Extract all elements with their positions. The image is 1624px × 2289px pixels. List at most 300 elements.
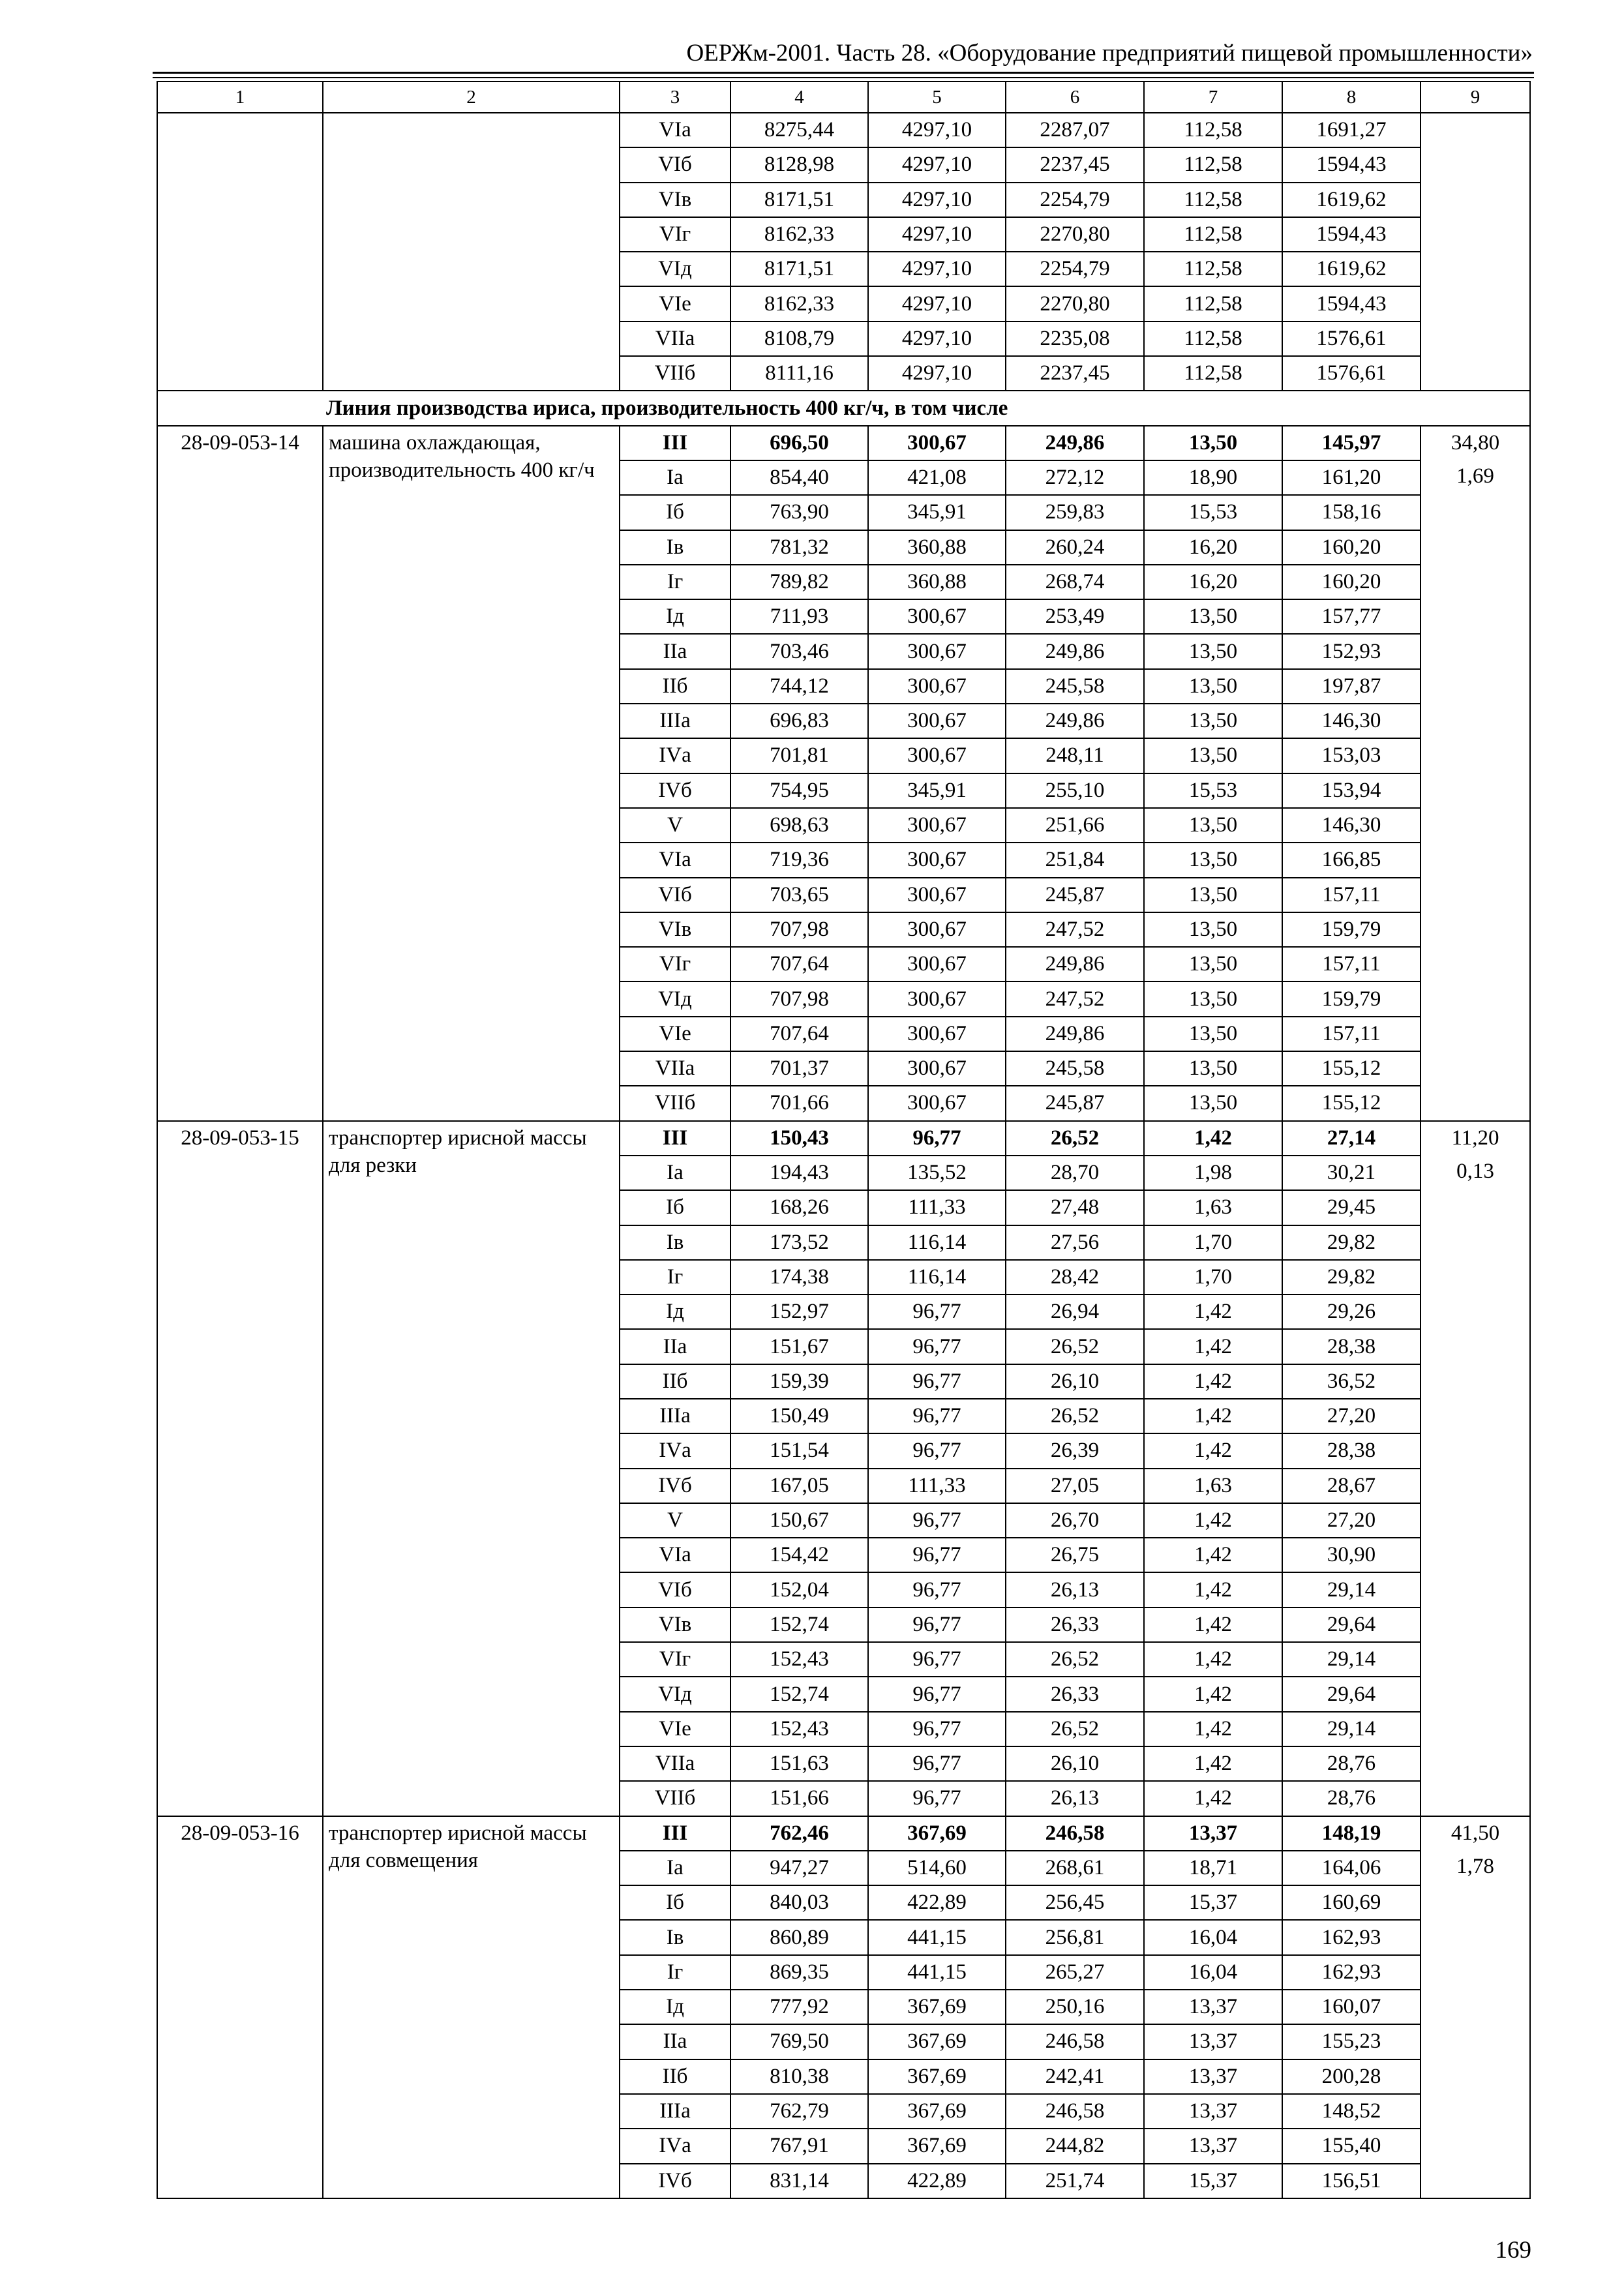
machinist-wages-cell: 112,58	[1144, 322, 1282, 356]
price-zone-cell: VIд	[620, 1677, 730, 1711]
machine-cost-cell: 272,12	[1006, 460, 1144, 495]
machinist-wages-cell: 1,63	[1144, 1469, 1282, 1503]
machine-cost-cell: 247,52	[1006, 981, 1144, 1016]
machinist-wages-cell: 13,50	[1144, 947, 1282, 981]
machinist-wages-cell: 1,42	[1144, 1399, 1282, 1433]
machinist-wages-cell: 1,70	[1144, 1260, 1282, 1294]
price-zone-cell: Iг	[620, 565, 730, 599]
wages-cell: 111,33	[868, 1190, 1006, 1225]
total-cost-cell: 789,82	[730, 565, 868, 599]
machinist-wages-cell: 1,42	[1144, 1503, 1282, 1538]
machinist-wages-cell: 1,42	[1144, 1781, 1282, 1816]
price-zone-cell: VIе	[620, 1017, 730, 1051]
wages-cell: 300,67	[868, 1017, 1006, 1051]
price-zone-cell: IIIа	[620, 1399, 730, 1433]
total-cost-cell: 151,66	[730, 1781, 868, 1816]
total-cost-cell: 151,63	[730, 1746, 868, 1781]
machinist-wages-cell: 13,37	[1144, 2059, 1282, 2094]
total-cost-cell: 831,14	[730, 2164, 868, 2198]
total-cost-cell: 173,52	[730, 1225, 868, 1260]
total-cost-cell: 152,74	[730, 1608, 868, 1642]
machinist-wages-cell: 13,37	[1144, 2129, 1282, 2163]
materials-cost-cell: 1619,62	[1282, 183, 1421, 217]
wages-cell: 96,77	[868, 1294, 1006, 1329]
labor-machinist-value: 0,13	[1456, 1159, 1494, 1183]
wages-cell: 4297,10	[868, 356, 1006, 391]
column-number-row	[157, 82, 1530, 113]
total-cost-cell: 810,38	[730, 2059, 868, 2094]
total-cost-cell: 152,97	[730, 1294, 868, 1329]
materials-cost-cell: 164,06	[1282, 1851, 1421, 1885]
machine-cost-cell: 246,58	[1006, 2024, 1144, 2059]
wages-cell: 96,77	[868, 1538, 1006, 1572]
materials-cost-cell: 200,28	[1282, 2059, 1421, 2094]
wages-cell: 360,88	[868, 530, 1006, 565]
total-cost-cell: 707,98	[730, 912, 868, 947]
total-cost-cell: 754,95	[730, 773, 868, 808]
machinist-wages-cell: 112,58	[1144, 147, 1282, 182]
total-cost-cell: 152,43	[730, 1642, 868, 1677]
column-number-6: 6	[1006, 82, 1144, 113]
page-header: ОЕРЖм-2001. Часть 28. «Оборудование предприятий пищевой промышленности»	[686, 40, 1533, 67]
wages-cell: 300,67	[868, 843, 1006, 877]
price-zone-cell: VIб	[620, 878, 730, 912]
price-zone-cell: Iа	[620, 1156, 730, 1190]
machine-cost-cell: 245,58	[1006, 1051, 1144, 1086]
total-cost-cell: 8171,51	[730, 252, 868, 286]
materials-cost-cell: 1619,62	[1282, 252, 1421, 286]
materials-cost-cell: 160,69	[1282, 1885, 1421, 1920]
total-cost-cell: 854,40	[730, 460, 868, 495]
wages-cell: 300,67	[868, 669, 1006, 704]
page-number: 169	[1495, 2237, 1531, 2264]
total-cost-cell: 711,93	[730, 599, 868, 634]
machinist-wages-cell: 1,42	[1144, 1572, 1282, 1607]
norm-code: 28-09-053-15	[157, 1121, 323, 1816]
materials-cost-cell: 1594,43	[1282, 217, 1421, 252]
price-zone-cell: VIг	[620, 947, 730, 981]
price-zone-cell: Iа	[620, 1851, 730, 1885]
equipment-name: машина охлаждающая, производительность 400 кг/ч	[323, 426, 620, 1121]
price-zone-cell: IVб	[620, 1469, 730, 1503]
price-zone-cell: Iб	[620, 495, 730, 530]
name-cell-empty	[323, 113, 620, 391]
materials-cost-cell: 160,20	[1282, 565, 1421, 599]
materials-cost-cell: 160,07	[1282, 1990, 1421, 2024]
price-zone-cell: Iв	[620, 1225, 730, 1260]
price-zone-cell: VIIб	[620, 356, 730, 391]
machine-cost-cell: 26,33	[1006, 1677, 1144, 1711]
wages-cell: 4297,10	[868, 217, 1006, 252]
price-zone-cell: IIIа	[620, 704, 730, 738]
machinist-wages-cell: 13,50	[1144, 599, 1282, 634]
materials-cost-cell: 29,64	[1282, 1608, 1421, 1642]
wages-cell: 96,77	[868, 1712, 1006, 1746]
machine-cost-cell: 251,84	[1006, 843, 1144, 877]
price-zone-cell: VIIа	[620, 322, 730, 356]
total-cost-cell: 767,91	[730, 2129, 868, 2163]
total-cost-cell: 696,83	[730, 704, 868, 738]
wages-cell: 116,14	[868, 1225, 1006, 1260]
materials-cost-cell: 157,77	[1282, 599, 1421, 634]
machinist-wages-cell: 1,42	[1144, 1642, 1282, 1677]
machinist-wages-cell: 13,50	[1144, 981, 1282, 1016]
machinist-wages-cell: 16,04	[1144, 1955, 1282, 1990]
machinist-wages-cell: 18,71	[1144, 1851, 1282, 1885]
price-zone-cell: VIв	[620, 1608, 730, 1642]
table-row	[157, 1816, 1530, 1851]
materials-cost-cell: 155,40	[1282, 2129, 1421, 2163]
machinist-wages-cell: 1,42	[1144, 1433, 1282, 1468]
total-cost-cell: 762,79	[730, 2094, 868, 2129]
machine-cost-cell: 245,87	[1006, 1086, 1144, 1120]
total-cost-cell: 174,38	[730, 1260, 868, 1294]
code-cell-empty	[157, 113, 323, 391]
materials-cost-cell: 157,11	[1282, 1017, 1421, 1051]
machine-cost-cell: 260,24	[1006, 530, 1144, 565]
machinist-wages-cell: 1,42	[1144, 1746, 1282, 1781]
total-cost-cell: 194,43	[730, 1156, 868, 1190]
materials-cost-cell: 28,38	[1282, 1329, 1421, 1364]
price-zone-cell: III	[620, 1121, 730, 1156]
materials-cost-cell: 28,38	[1282, 1433, 1421, 1468]
column-number-1: 1	[157, 82, 323, 113]
machinist-wages-cell: 15,53	[1144, 773, 1282, 808]
machine-cost-cell: 26,13	[1006, 1781, 1144, 1816]
machinist-wages-cell: 13,50	[1144, 634, 1282, 668]
price-zone-cell: IVа	[620, 738, 730, 773]
machine-cost-cell: 27,56	[1006, 1225, 1144, 1260]
price-zone-cell: VIIа	[620, 1051, 730, 1086]
wages-cell: 300,67	[868, 1086, 1006, 1120]
wages-cell: 96,77	[868, 1503, 1006, 1538]
total-cost-cell: 8108,79	[730, 322, 868, 356]
machine-cost-cell: 26,10	[1006, 1364, 1144, 1399]
price-zone-cell: IVб	[620, 773, 730, 808]
materials-cost-cell: 29,82	[1282, 1225, 1421, 1260]
materials-cost-cell: 29,45	[1282, 1190, 1421, 1225]
machinist-wages-cell: 16,04	[1144, 1920, 1282, 1954]
materials-cost-cell: 153,03	[1282, 738, 1421, 773]
total-cost-cell: 8275,44	[730, 113, 868, 147]
price-zone-cell: VIа	[620, 1538, 730, 1572]
machinist-wages-cell: 1,42	[1144, 1121, 1282, 1156]
wages-cell: 441,15	[868, 1920, 1006, 1954]
price-zone-cell: V	[620, 1503, 730, 1538]
wages-cell: 300,67	[868, 947, 1006, 981]
total-cost-cell: 707,64	[730, 947, 868, 981]
section-title: Линия производства ириса, производительность 400 кг/ч, в том числе	[157, 391, 1530, 425]
total-cost-cell: 777,92	[730, 1990, 868, 2024]
machinist-wages-cell: 112,58	[1144, 356, 1282, 391]
materials-cost-cell: 148,19	[1282, 1816, 1421, 1851]
machinist-wages-cell: 15,53	[1144, 495, 1282, 530]
wages-cell: 421,08	[868, 460, 1006, 495]
header-rule-thick	[153, 72, 1534, 74]
col9-cell	[1421, 1121, 1530, 1816]
total-cost-cell: 701,37	[730, 1051, 868, 1086]
price-zone-cell: Iв	[620, 530, 730, 565]
materials-cost-cell: 157,11	[1282, 878, 1421, 912]
machinist-wages-cell: 1,98	[1144, 1156, 1282, 1190]
norm-code: 28-09-053-14	[157, 426, 323, 1121]
price-zone-cell: IIIа	[620, 2094, 730, 2129]
machine-cost-cell: 246,58	[1006, 1816, 1144, 1851]
machine-cost-cell: 249,86	[1006, 704, 1144, 738]
price-zone-cell: IIа	[620, 1329, 730, 1364]
wages-cell: 96,77	[868, 1572, 1006, 1607]
total-cost-cell: 154,42	[730, 1538, 868, 1572]
machine-cost-cell: 259,83	[1006, 495, 1144, 530]
price-zone-cell: IVб	[620, 2164, 730, 2198]
total-cost-cell: 947,27	[730, 1851, 868, 1885]
machinist-wages-cell: 13,50	[1144, 704, 1282, 738]
total-cost-cell: 152,43	[730, 1712, 868, 1746]
price-zone-cell: III	[620, 426, 730, 460]
price-zone-cell: VIе	[620, 286, 730, 321]
machine-cost-cell: 249,86	[1006, 426, 1144, 460]
materials-cost-cell: 155,12	[1282, 1051, 1421, 1086]
column-number-2: 2	[323, 82, 620, 113]
norm-code: 28-09-053-16	[157, 1816, 323, 2198]
machine-cost-cell: 250,16	[1006, 1990, 1144, 2024]
wages-cell: 4297,10	[868, 147, 1006, 182]
price-zone-cell: VIа	[620, 113, 730, 147]
materials-cost-cell: 152,93	[1282, 634, 1421, 668]
total-cost-cell: 152,74	[730, 1677, 868, 1711]
materials-cost-cell: 27,20	[1282, 1399, 1421, 1433]
price-zone-cell: Iд	[620, 1294, 730, 1329]
wages-cell: 300,67	[868, 1051, 1006, 1086]
wages-cell: 135,52	[868, 1156, 1006, 1190]
wages-cell: 4297,10	[868, 113, 1006, 147]
wages-cell: 300,67	[868, 738, 1006, 773]
materials-cost-cell: 159,79	[1282, 912, 1421, 947]
materials-cost-cell: 197,87	[1282, 669, 1421, 704]
wages-cell: 111,33	[868, 1469, 1006, 1503]
wages-cell: 367,69	[868, 2024, 1006, 2059]
wages-cell: 300,67	[868, 878, 1006, 912]
materials-cost-cell: 148,52	[1282, 2094, 1421, 2129]
materials-cost-cell: 159,79	[1282, 981, 1421, 1016]
materials-cost-cell: 28,76	[1282, 1746, 1421, 1781]
wages-cell: 96,77	[868, 1642, 1006, 1677]
wages-cell: 300,67	[868, 912, 1006, 947]
total-cost-cell: 150,67	[730, 1503, 868, 1538]
total-cost-cell: 696,50	[730, 426, 868, 460]
column-number-5: 5	[868, 82, 1006, 113]
machinist-wages-cell: 13,50	[1144, 738, 1282, 773]
machine-cost-cell: 26,52	[1006, 1121, 1144, 1156]
materials-cost-cell: 27,14	[1282, 1121, 1421, 1156]
price-zone-cell: VIв	[620, 183, 730, 217]
machine-cost-cell: 248,11	[1006, 738, 1144, 773]
wages-cell: 96,77	[868, 1329, 1006, 1364]
machine-cost-cell: 251,74	[1006, 2164, 1144, 2198]
price-zone-cell: VIб	[620, 1572, 730, 1607]
materials-cost-cell: 28,67	[1282, 1469, 1421, 1503]
machinist-wages-cell: 13,50	[1144, 878, 1282, 912]
machine-cost-cell: 253,49	[1006, 599, 1144, 634]
machine-cost-cell: 255,10	[1006, 773, 1144, 808]
materials-cost-cell: 28,76	[1282, 1781, 1421, 1816]
machine-cost-cell: 245,58	[1006, 669, 1144, 704]
machine-cost-cell: 251,66	[1006, 808, 1144, 843]
column-number-9: 9	[1421, 82, 1530, 113]
labor-cost-value: 34,80	[1451, 430, 1500, 455]
price-zone-cell: VIе	[620, 1712, 730, 1746]
machine-cost-cell: 27,48	[1006, 1190, 1144, 1225]
table-row	[157, 426, 1530, 460]
equipment-name: транспортер ирисной массы для совмещения	[323, 1816, 620, 2198]
total-cost-cell: 159,39	[730, 1364, 868, 1399]
labor-cost-value: 41,50	[1451, 1821, 1500, 1845]
equipment-name: транспортер ирисной массы для резки	[323, 1121, 620, 1816]
machine-cost-cell: 2254,79	[1006, 183, 1144, 217]
materials-cost-cell: 1576,61	[1282, 322, 1421, 356]
price-zone-cell: VIг	[620, 217, 730, 252]
machinist-wages-cell: 13,50	[1144, 843, 1282, 877]
column-number-8: 8	[1282, 82, 1421, 113]
materials-cost-cell: 166,85	[1282, 843, 1421, 877]
machinist-wages-cell: 1,42	[1144, 1712, 1282, 1746]
machine-cost-cell: 245,87	[1006, 878, 1144, 912]
machine-cost-cell: 26,33	[1006, 1608, 1144, 1642]
total-cost-cell: 701,66	[730, 1086, 868, 1120]
materials-cost-cell: 29,64	[1282, 1677, 1421, 1711]
price-zone-cell: VIб	[620, 147, 730, 182]
price-zone-cell: VIд	[620, 981, 730, 1016]
wages-cell: 367,69	[868, 1816, 1006, 1851]
wages-cell: 360,88	[868, 565, 1006, 599]
machine-cost-cell: 2237,45	[1006, 147, 1144, 182]
machine-cost-cell: 242,41	[1006, 2059, 1144, 2094]
total-cost-cell: 769,50	[730, 2024, 868, 2059]
price-zone-cell: VIIб	[620, 1781, 730, 1816]
machinist-wages-cell: 15,37	[1144, 2164, 1282, 2198]
materials-cost-cell: 160,20	[1282, 530, 1421, 565]
total-cost-cell: 707,64	[730, 1017, 868, 1051]
total-cost-cell: 168,26	[730, 1190, 868, 1225]
machine-cost-cell: 268,74	[1006, 565, 1144, 599]
machinist-wages-cell: 13,37	[1144, 2024, 1282, 2059]
machine-cost-cell: 244,82	[1006, 2129, 1144, 2163]
machine-cost-cell: 2287,07	[1006, 113, 1144, 147]
wages-cell: 345,91	[868, 495, 1006, 530]
price-zone-cell: IIб	[620, 2059, 730, 2094]
materials-cost-cell: 30,90	[1282, 1538, 1421, 1572]
machinist-wages-cell: 13,50	[1144, 912, 1282, 947]
wages-cell: 422,89	[868, 1885, 1006, 1920]
machine-cost-cell: 249,86	[1006, 947, 1144, 981]
materials-cost-cell: 161,20	[1282, 460, 1421, 495]
wages-cell: 116,14	[868, 1260, 1006, 1294]
machine-cost-cell: 26,52	[1006, 1399, 1144, 1433]
wages-cell: 514,60	[868, 1851, 1006, 1885]
machinist-wages-cell: 13,50	[1144, 669, 1282, 704]
wages-cell: 4297,10	[868, 322, 1006, 356]
materials-cost-cell: 1594,43	[1282, 147, 1421, 182]
wages-cell: 96,77	[868, 1608, 1006, 1642]
machinist-wages-cell: 112,58	[1144, 252, 1282, 286]
price-zone-cell: Iв	[620, 1920, 730, 1954]
price-zone-cell: IIа	[620, 634, 730, 668]
wages-cell: 345,91	[868, 773, 1006, 808]
total-cost-cell: 8162,33	[730, 217, 868, 252]
machinist-wages-cell: 112,58	[1144, 183, 1282, 217]
machinist-wages-cell: 13,37	[1144, 2094, 1282, 2129]
machine-cost-cell: 27,05	[1006, 1469, 1144, 1503]
machine-cost-cell: 256,45	[1006, 1885, 1144, 1920]
machinist-wages-cell: 16,20	[1144, 565, 1282, 599]
wages-cell: 300,67	[868, 704, 1006, 738]
wages-cell: 441,15	[868, 1955, 1006, 1990]
machine-cost-cell: 256,81	[1006, 1920, 1144, 1954]
machine-cost-cell: 247,52	[1006, 912, 1144, 947]
price-zone-cell: VIIа	[620, 1746, 730, 1781]
total-cost-cell: 167,05	[730, 1469, 868, 1503]
machine-cost-cell: 26,13	[1006, 1572, 1144, 1607]
wages-cell: 422,89	[868, 2164, 1006, 2198]
wages-cell: 4297,10	[868, 183, 1006, 217]
wages-cell: 367,69	[868, 2094, 1006, 2129]
wages-cell: 96,77	[868, 1364, 1006, 1399]
machine-cost-cell: 26,94	[1006, 1294, 1144, 1329]
materials-cost-cell: 1594,43	[1282, 286, 1421, 321]
machinist-wages-cell: 18,90	[1144, 460, 1282, 495]
wages-cell: 96,77	[868, 1746, 1006, 1781]
price-zone-cell: Iг	[620, 1260, 730, 1294]
machinist-wages-cell: 1,42	[1144, 1329, 1282, 1364]
wages-cell: 367,69	[868, 2129, 1006, 2163]
total-cost-cell: 703,65	[730, 878, 868, 912]
materials-cost-cell: 29,26	[1282, 1294, 1421, 1329]
price-zone-cell: VIв	[620, 912, 730, 947]
col9-cell	[1421, 1816, 1530, 2198]
column-number-7: 7	[1144, 82, 1282, 113]
materials-cost-cell: 27,20	[1282, 1503, 1421, 1538]
total-cost-cell: 152,04	[730, 1572, 868, 1607]
materials-cost-cell: 157,11	[1282, 947, 1421, 981]
wages-cell: 300,67	[868, 426, 1006, 460]
wages-cell: 96,77	[868, 1433, 1006, 1468]
labor-cost-value: 11,20	[1451, 1126, 1499, 1150]
total-cost-cell: 698,63	[730, 808, 868, 843]
total-cost-cell: 701,81	[730, 738, 868, 773]
machine-cost-cell: 28,70	[1006, 1156, 1144, 1190]
price-zone-cell: VIг	[620, 1642, 730, 1677]
labor-machinist-value: 1,69	[1456, 464, 1494, 488]
price-zone-cell: VIIб	[620, 1086, 730, 1120]
machinist-wages-cell: 1,63	[1144, 1190, 1282, 1225]
machine-cost-cell: 26,52	[1006, 1329, 1144, 1364]
price-zone-cell: Iб	[620, 1885, 730, 1920]
machinist-wages-cell: 112,58	[1144, 286, 1282, 321]
price-zone-cell: Iд	[620, 599, 730, 634]
price-zone-cell: V	[620, 808, 730, 843]
price-zone-cell: Iд	[620, 1990, 730, 2024]
materials-cost-cell: 158,16	[1282, 495, 1421, 530]
machine-cost-cell: 2237,45	[1006, 356, 1144, 391]
materials-cost-cell: 153,94	[1282, 773, 1421, 808]
machine-cost-cell: 246,58	[1006, 2094, 1144, 2129]
machinist-wages-cell: 1,42	[1144, 1538, 1282, 1572]
total-cost-cell: 719,36	[730, 843, 868, 877]
price-zone-cell: IIа	[620, 2024, 730, 2059]
materials-cost-cell: 30,21	[1282, 1156, 1421, 1190]
materials-cost-cell: 162,93	[1282, 1955, 1421, 1990]
total-cost-cell: 869,35	[730, 1955, 868, 1990]
